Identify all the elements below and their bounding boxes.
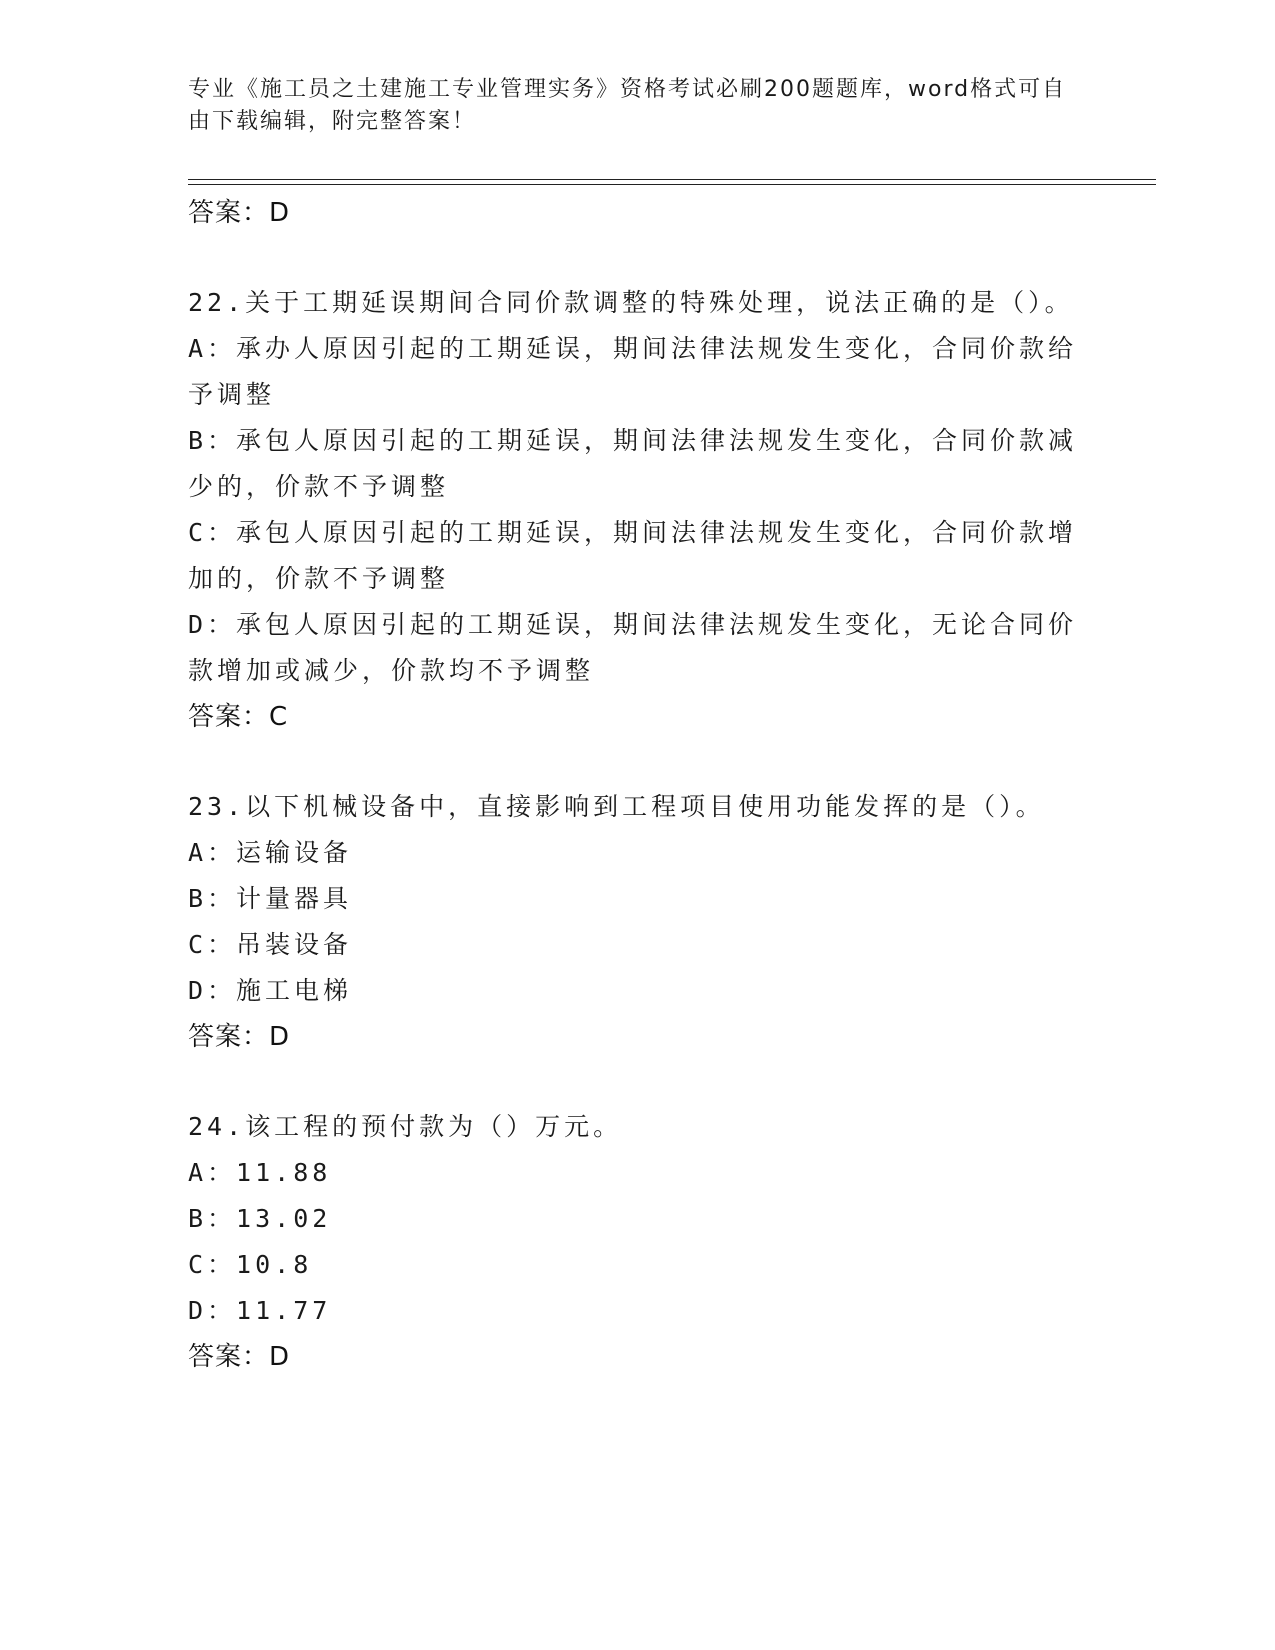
document-header: 专业《施工员之土建施工专业管理实务》资格考试必刷200题题库，word格式可自由下载编辑，附完整答案！ bbox=[188, 77, 1067, 134]
option-b: B：13.02 bbox=[188, 1204, 332, 1233]
option-a: A：承办人原因引起的工期延误，期间法律法规发生变化，合同价款给予调整 bbox=[188, 334, 1078, 409]
option-d: D：施工电梯 bbox=[188, 976, 353, 1005]
answer-line: 答案：C bbox=[188, 702, 289, 732]
option-c: C：承包人原因引起的工期延误，期间法律法规发生变化，合同价款增加的，价款不予调整 bbox=[188, 518, 1078, 593]
header-rule-bottom bbox=[188, 184, 1156, 185]
option-a: A：运输设备 bbox=[188, 838, 353, 867]
option-a: A：11.88 bbox=[188, 1158, 332, 1187]
question-24 bbox=[188, 1104, 1088, 1380]
option-b: B：承包人原因引起的工期延误，期间法律法规发生变化，合同价款减少的，价款不予调整 bbox=[188, 426, 1078, 501]
document-body bbox=[188, 190, 1088, 1380]
option-d: D：承包人原因引起的工期延误，期间法律法规发生变化，无论合同价款增加或减少，价款均不予调整 bbox=[188, 610, 1078, 685]
option-c: C：吊装设备 bbox=[188, 930, 353, 959]
option-d: D：11.77 bbox=[188, 1296, 332, 1325]
question-23 bbox=[188, 784, 1088, 1060]
answer-line: 答案：D bbox=[188, 198, 291, 228]
question-stem: 23.以下机械设备中，直接影响到工程项目使用功能发挥的是（）。 bbox=[188, 792, 1045, 821]
option-c: C：10.8 bbox=[188, 1250, 313, 1279]
answer-line: 答案：D bbox=[188, 1342, 291, 1372]
question-22 bbox=[188, 280, 1088, 740]
answer-line: 答案：D bbox=[188, 1022, 291, 1052]
question-stem: 22.关于工期延误期间合同价款调整的特殊处理，说法正确的是（）。 bbox=[188, 288, 1074, 317]
option-b: B：计量器具 bbox=[188, 884, 353, 913]
question-stem: 24.该工程的预付款为（）万元。 bbox=[188, 1112, 623, 1141]
header-rule-top bbox=[188, 179, 1156, 180]
